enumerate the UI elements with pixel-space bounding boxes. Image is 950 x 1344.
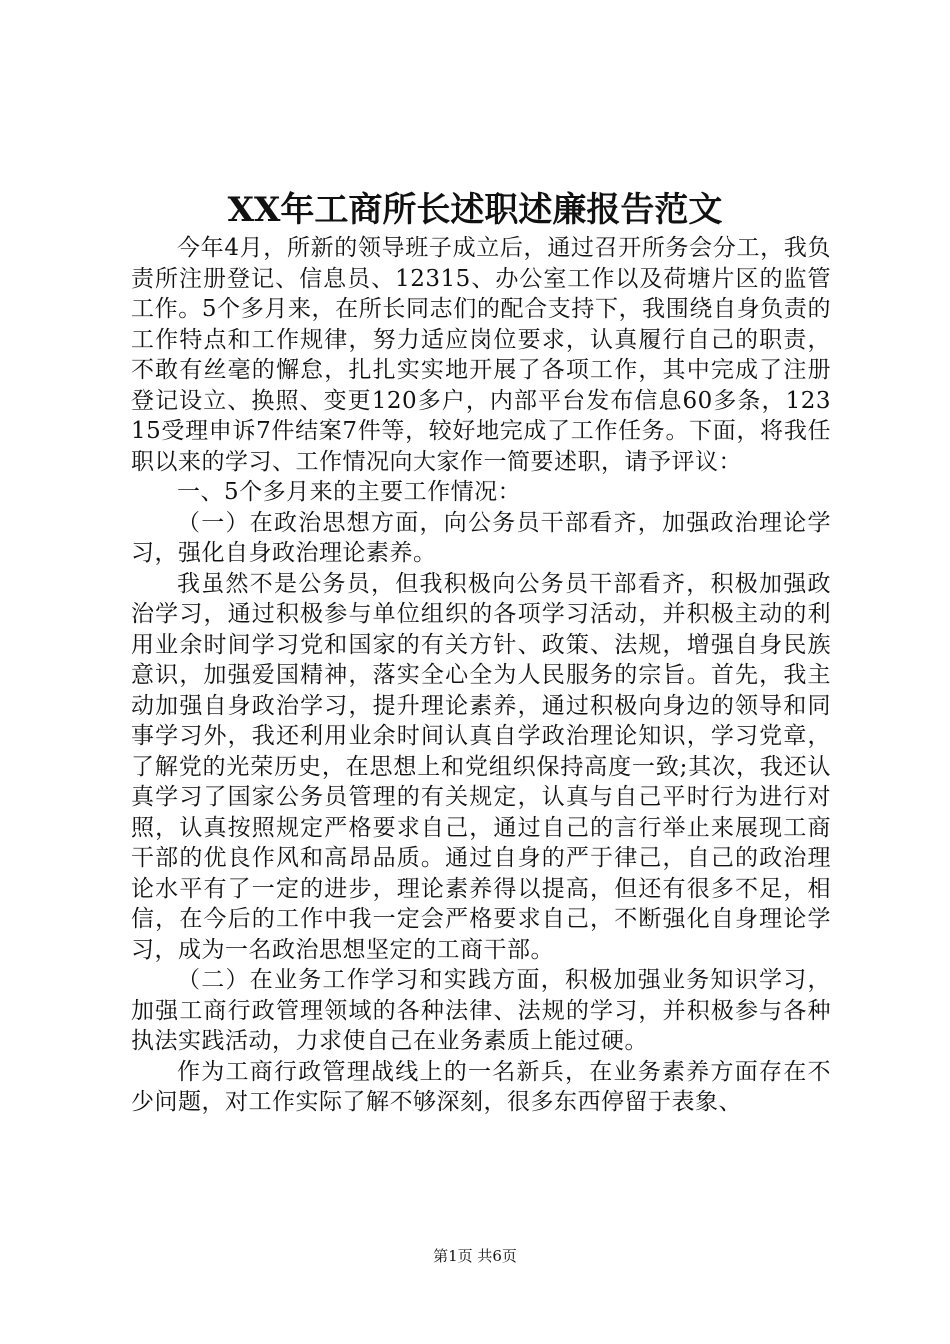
- paragraph-political: 我虽然不是公务员，但我积极向公务员干部看齐，积极加强政治学习，通过积极参与单位组织的各项学习活动，并积极主动的利用业余时间学习党和国家的有关方针、政策、法规，增强自身民族意识，加强爱国精神，落实全心全为人民服务的宗旨。首先，我主动加强自身政治学习，提升理论素养，通过积极向身边的领导和同事学习外，我还利用业余时间认真自学政治理论知识，学习党章，了解党的光荣历史，在思想上和党组织保持高度一致;其次，我还认真学习了国家公务员管理的有关规定，认真与自己平时行为进行对照，认真按照规定严格要求自己，通过自己的言行举止来展现工商干部的优良作风和高昂品质。通过自身的严于律己，自己的政治理论水平有了一定的进步，理论素养得以提高，但还有很多不足，相信，在今后的工作中我一定会严格要求自己，不断强化自身理论学习，成为一名政治思想坚定的工商干部。: [131, 570, 831, 963]
- document-body: [131, 233, 831, 1118]
- subsection-heading-business: （二）在业务工作学习和实践方面，积极加强业务知识学习，加强工商行政管理领域的各种法律、法规的学习，并积极参与各种执法实践活动，力求使自己在业务素质上能过硬。: [131, 967, 831, 1054]
- paragraph-intro: 今年4月，所新的领导班子成立后，通过召开所务会分工，我负责所注册登记、信息员、12315、办公室工作以及荷塘片区的监管工作。5个多月来，在所长同志们的配合支持下，我围绕自身负责的工作特点和工作规律，努力适应岗位要求，认真履行自己的职责，不敢有丝毫的懈怠，扎扎实实地开展了各项工作，其中完成了注册登记设立、换照、变更120多户，内部平台发布信息60多条，12315受理申诉7件结案7件等，较好地完成了工作任务。下面，将我任职以来的学习、工作情况向大家作一简要述职，请予评议：: [131, 235, 831, 475]
- document-title: XX年工商所长述职述廉报告范文: [227, 190, 723, 230]
- paragraph-business: 作为工商行政管理战线上的一名新兵，在业务素养方面存在不少问题，对工作实际了解不够深刻，很多东西停留于表象、: [131, 1058, 831, 1115]
- section-heading-main-work: 一、5个多月来的主要工作情况：: [177, 479, 522, 505]
- page-number-footer: 第1页 共6页: [433, 1247, 517, 1265]
- subsection-heading-political: （一）在政治思想方面，向公务员干部看齐，加强政治理论学习，强化自身政治理论素养。: [131, 509, 831, 566]
